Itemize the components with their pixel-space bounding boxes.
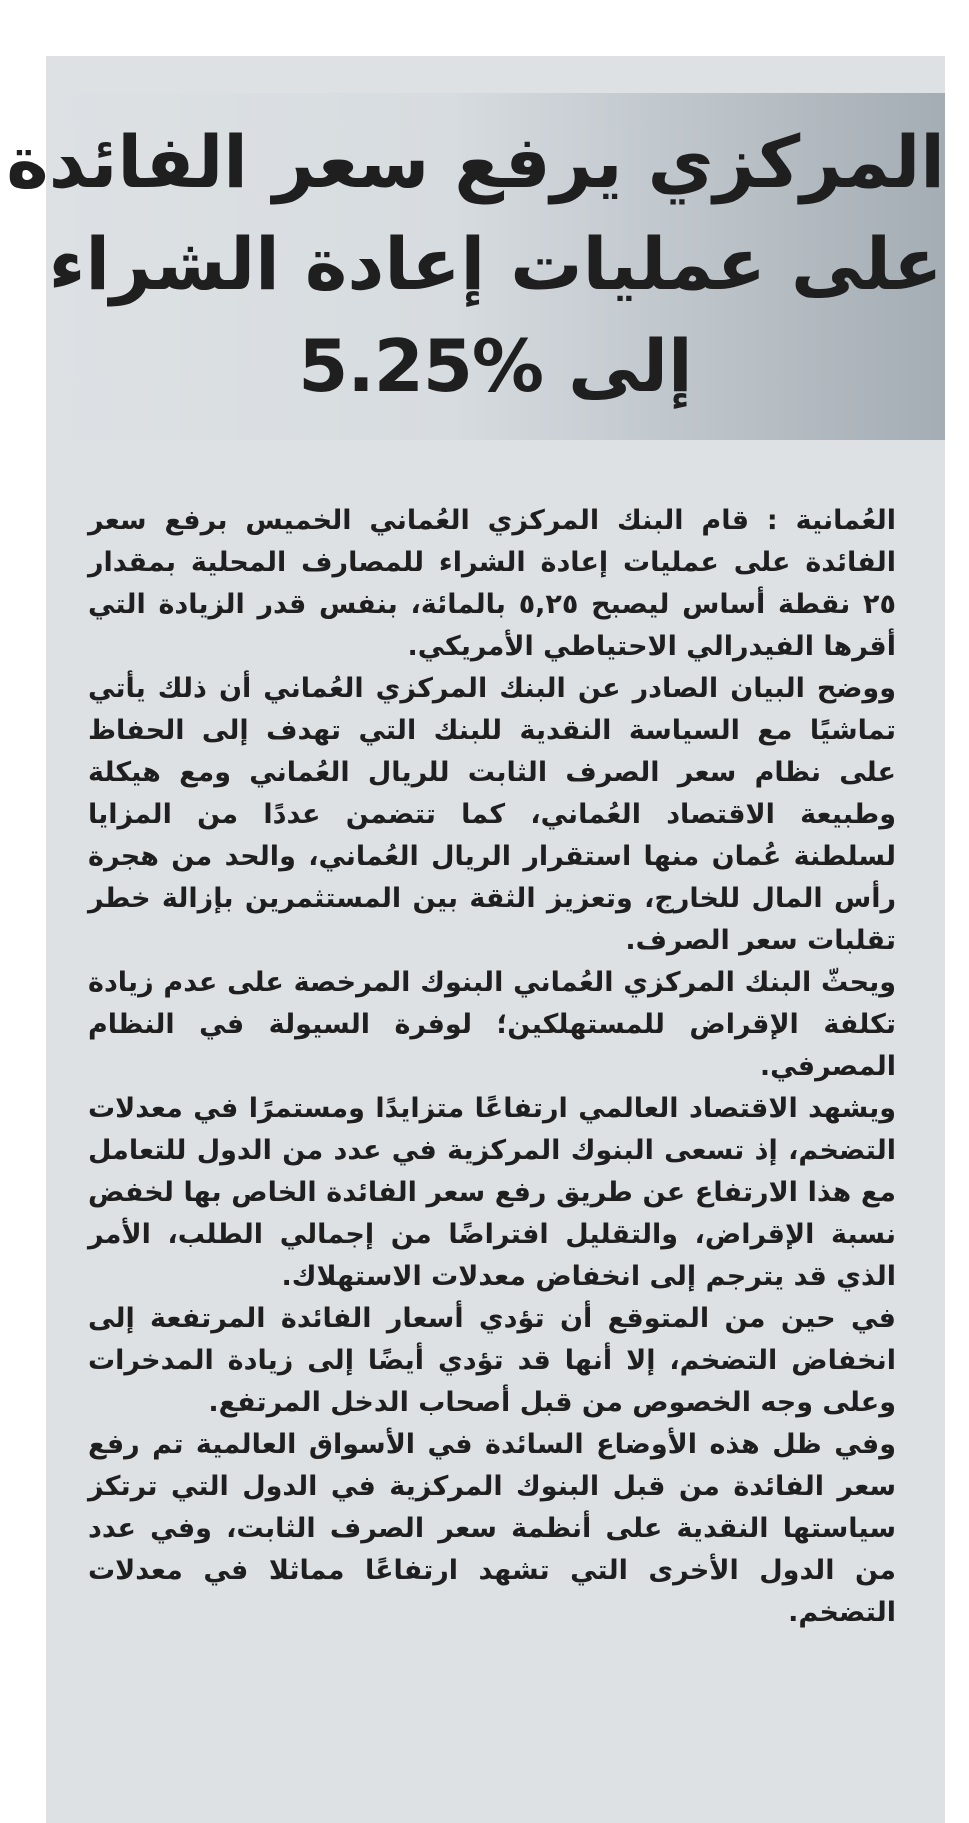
article-paragraph-2: ووضح البيان الصادر عن البنك المركزي العُماني أن ذلك يأتي تماشيًا مع السياسة النقدية للبنك التي تهدف إلى الحفاظ على نظام سعر الصرف الثابت للريال العُماني ومع هيكلة وطبيعة الاقتصاد العُماني، كما تتضمن عددًا من المزايا لسلطنة عُمان منها استقرار الريال العُماني، والحد من هجرة رأس المال للخارج، وتعزيز الثقة بين المستثمرين بإزالة خطر تقلبات سعر الصرف.	[88, 673, 896, 956]
headline-line-1: المركزي يرفع سعر الفائدة	[6, 120, 945, 204]
article-paragraph-4: ويشهد الاقتصاد العالمي ارتفاعًا متزايدًا ومستمرًا في معدلات التضخم، إذ تسعى البنوك المركزية في عدد من الدول للتعامل مع هذا الارتفاع عن طريق رفع سعر الفائدة الخاص بها لخفض نسبة الإقراض، والتقليل افتراضًا من إجمالي الطلب، الأمر الذي قد يترجم إلى انخفاض معدلات الاستهلاك.	[88, 1093, 896, 1292]
headline-line-3	[46, 315, 945, 417]
article-body	[88, 500, 896, 1634]
headline-rate-value: 5.25%	[298, 324, 544, 408]
article-paragraph-6: وفي ظل هذه الأوضاع السائدة في الأسواق العالمية تم رفع سعر الفائدة من قبل البنوك المركزية في الدول التي ترتكز سياستها النقدية على أنظمة سعر الصرف الثابت، وفي عدد من الدول الأخرى التي تشهد ارتفاعًا مماثلا في معدلات التضخم.	[88, 1429, 896, 1628]
article-paragraph-3: ويحثّ البنك المركزي العُماني البنوك المرخصة على عدم زيادة تكلفة الإقراض للمستهلكين؛ لوفرة السيولة في النظام المصرفي.	[88, 967, 896, 1082]
headline-word: إلى	[568, 324, 693, 408]
dateline: العُمانية :	[766, 505, 896, 536]
headline-line-2: على عمليات إعادة الشراء	[48, 222, 943, 306]
headline	[6, 93, 945, 440]
article-paragraph-1	[88, 500, 896, 668]
article-paragraph-5: في حين من المتوقع أن تؤدي أسعار الفائدة المرتفعة إلى انخفاض التضخم، إلا أنها قد تؤدي أيضًا إلى زيادة المدخرات وعلى وجه الخصوص من قبل أصحاب الدخل المرتفع.	[88, 1303, 896, 1418]
article-paragraph-1-text: قام البنك المركزي العُماني الخميس برفع سعر الفائدة على عمليات إعادة الشراء للمصارف المحلية بمقدار ٢٥ نقطة أساس ليصبح ٥,٢٥ بالمائة، بنفس قدر الزيادة التي أقرها الفيدرالي الاحتياطي الأمريكي.	[88, 505, 896, 662]
